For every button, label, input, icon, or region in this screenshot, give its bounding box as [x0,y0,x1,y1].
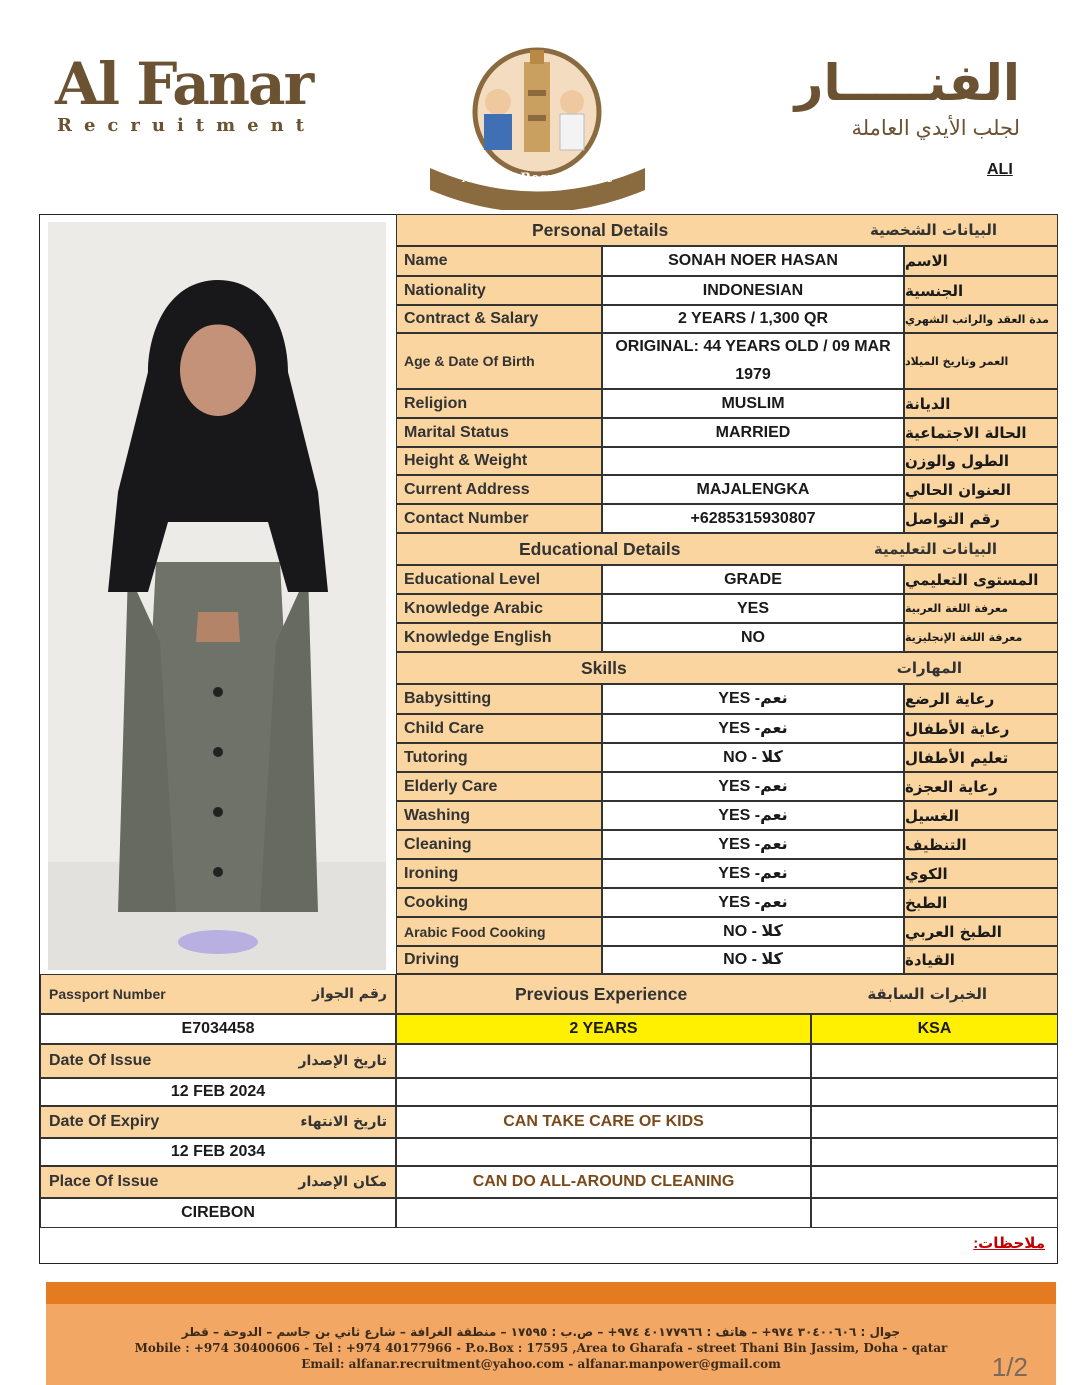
education-row-label-ar: معرفة اللغة الإنجليزية [904,623,1058,652]
skill-row-label-ar: الكوي [904,859,1058,888]
educational-details-title-ar: البيانات التعليمية [873,540,997,558]
skill-row-value: YES -نعم [602,772,904,801]
education-row-label: Knowledge Arabic [396,594,602,623]
personal-row-label: Marital Status [396,418,602,447]
logo-english [55,50,316,136]
emblem-text: Alfanar Recruitment [461,171,613,186]
logo-arabic-subtitle: لجلب الأيدي العاملة [851,117,1020,140]
personal-details-title: Personal Details [532,219,669,240]
personal-row-label: Contact Number [396,504,602,533]
skill-row-value: YES -نعم [602,714,904,743]
personal-row-value: INDONESIAN [602,276,904,305]
date-of-issue: 12 FEB 2024 [40,1078,396,1106]
personal-row-value: 2 YEARS / 1,300 QR [602,305,904,333]
footer-contact-arabic: جوال : ٣٠٤٠٠٦٠٦ ٩٧٤+ – هاتف : ٤٠١٧٧٩٦٦ ٩٧٤+ – ص.ب : ١٧٥٩٥ – منطقة الغرافة – شارع ثاني بن جاسم – الدوحة – قطر [181,1325,901,1339]
skill-row-label-ar: الطبخ [904,888,1058,917]
skill-row-label: Elderly Care [396,772,602,801]
company-emblem [420,40,655,210]
experience-row-empty [396,1044,811,1078]
date-of-expiry-label: Date Of Expiry [49,1113,160,1130]
previous-experience-title-ar: الخبرات السابقة [867,985,987,1003]
experience-row-empty [811,1106,1058,1138]
place-of-issue-label-ar: مكان الإصدار [298,1174,387,1190]
skill-row-value: NO - كلا [602,946,904,974]
place-of-issue: CIREBON [40,1198,396,1228]
passport-number: E7034458 [40,1014,396,1044]
date-of-issue-label: Date Of Issue [49,1052,152,1069]
educational-details-header [396,533,1058,565]
date-of-issue-label-cell [40,1044,396,1078]
personal-details-title-ar: البيانات الشخصية [869,221,997,239]
skill-row-label-ar: رعاية الأطفال [904,714,1058,743]
skills-title: Skills [581,657,627,678]
education-row-label: Knowledge English [396,623,602,652]
experience-row-empty [811,1166,1058,1198]
skill-row-value: NO - كلا [602,743,904,772]
personal-row-value: +6285315930807 [602,504,904,533]
experience-country: KSA [811,1014,1058,1044]
remarks-label: ملاحظات: [973,1235,1045,1252]
footer-stripe [46,1282,1056,1304]
skill-row-value: YES -نعم [602,859,904,888]
passport-number-label-cell [40,974,396,1014]
skill-row-label-ar: التنظيف [904,830,1058,859]
personal-details-header [396,214,1058,246]
logo-english-subtitle: Recruitment [57,115,316,136]
personal-row-label: Religion [396,389,602,418]
skill-row-label: Arabic Food Cooking [396,917,602,946]
experience-row-empty [396,1198,811,1228]
personal-row-label: Nationality [396,276,602,305]
skill-row-label-ar: رعاية العجزة [904,772,1058,801]
personal-row-label: Contract & Salary [396,305,602,333]
personal-row-label-ar: الحالة الاجتماعية [904,418,1058,447]
personal-row-label-ar: الاسم [904,246,1058,276]
skill-row-value: YES -نعم [602,830,904,859]
date-of-expiry-label-cell [40,1106,396,1138]
skill-row-label-ar: الطبخ العربي [904,917,1058,946]
personal-row-label-ar: رقم التواصل [904,504,1058,533]
experience-row-empty [396,1138,811,1166]
personal-row-value: MARRIED [602,418,904,447]
logo-english-title: Al Fanar [55,50,313,118]
experience-row-empty [811,1078,1058,1106]
experience-row-empty [811,1044,1058,1078]
date-of-expiry: 12 FEB 2034 [40,1138,396,1166]
candidate-figure [48,222,386,970]
date-of-expiry-label-ar: تاريخ الانتهاء [300,1114,387,1130]
page-number: 1/2 [991,1352,1028,1382]
logo-arabic [794,54,1020,141]
education-row-value: YES [602,594,904,623]
previous-experience-header [396,974,1058,1014]
skill-row-value: YES -نعم [602,801,904,830]
personal-row-value: ORIGINAL: 44 YEARS OLD / 09 MAR 1979 [602,333,904,389]
candidate-photo [48,222,386,970]
skill-row-value: NO - كلا [602,917,904,946]
experience-row-empty [811,1198,1058,1228]
personal-row-value: MAJALENGKA [602,475,904,504]
previous-experience-title: Previous Experience [515,983,688,1004]
personal-row-label: Height & Weight [396,447,602,475]
personal-row-label-ar: العنوان الحالي [904,475,1058,504]
personal-row-value [602,447,904,475]
skill-row-label: Washing [396,801,602,830]
personal-row-label-ar: مدة العقد والراتب الشهري [904,305,1058,333]
education-row-value: GRADE [602,565,904,594]
skill-row-label: Tutoring [396,743,602,772]
remarks-row [40,1228,1057,1263]
experience-row-empty [396,1078,811,1106]
education-row-label-ar: معرفة اللغة العربية [904,594,1058,623]
date-of-issue-label-ar: تاريخ الإصدار [298,1053,387,1069]
footer [46,1282,1056,1385]
skill-row-label: Babysitting [396,684,602,714]
skill-row-label-ar: تعليم الأطفال [904,743,1058,772]
education-row-label: Educational Level [396,565,602,594]
skill-row-value: YES -نعم [602,888,904,917]
footer-contact [66,1324,1016,1372]
experience-note: CAN TAKE CARE OF KIDS [396,1106,811,1138]
personal-row-label-ar: الجنسية [904,276,1058,305]
experience-duration: 2 YEARS [396,1014,811,1044]
personal-row-label-ar: الديانة [904,389,1058,418]
skill-row-label: Cleaning [396,830,602,859]
skill-row-label-ar: الغسيل [904,801,1058,830]
skill-row-value: YES -نعم [602,684,904,714]
skill-row-label: Ironing [396,859,602,888]
experience-row-empty [811,1138,1058,1166]
skill-row-label: Child Care [396,714,602,743]
personal-row-label: Age & Date Of Birth [396,333,602,389]
personal-row-label: Current Address [396,475,602,504]
agent-name: ALI [987,161,1013,178]
footer-contact-english: Mobile : +974 30400606 - Tel : +974 40177966 - P.o.Box : 17595 ,Area to Gharafa - street Thani Bin Jassim, Doha - qatar [134,1341,948,1355]
personal-row-label: Name [396,246,602,276]
personal-row-value: MUSLIM [602,389,904,418]
experience-note: CAN DO ALL-AROUND CLEANING [396,1166,811,1198]
skill-row-label: Cooking [396,888,602,917]
skill-row-label: Driving [396,946,602,974]
place-of-issue-label: Place Of Issue [49,1173,159,1190]
place-of-issue-label-cell [40,1166,396,1198]
educational-details-title: Educational Details [519,538,681,559]
footer-email: Email: alfanar.recruitment@yahoo.com - alfanar.manpower@gmail.com [301,1357,781,1371]
skill-row-label-ar: رعاية الرضع [904,684,1058,714]
skills-header [396,652,1058,684]
personal-row-label-ar: الطول والوزن [904,447,1058,475]
logo-arabic-title: الفنـــــار [794,54,1020,112]
education-row-label-ar: المستوى التعليمي [904,565,1058,594]
education-row-value: NO [602,623,904,652]
skill-row-label-ar: القيادة [904,946,1058,974]
passport-number-label: Passport Number [49,986,166,1002]
personal-row-value: SONAH NOER HASAN [602,246,904,276]
personal-row-label-ar: العمر وتاريخ الميلاد [904,333,1058,389]
passport-number-label-ar: رقم الجواز [312,986,387,1002]
skills-title-ar: المهارات [896,659,962,677]
